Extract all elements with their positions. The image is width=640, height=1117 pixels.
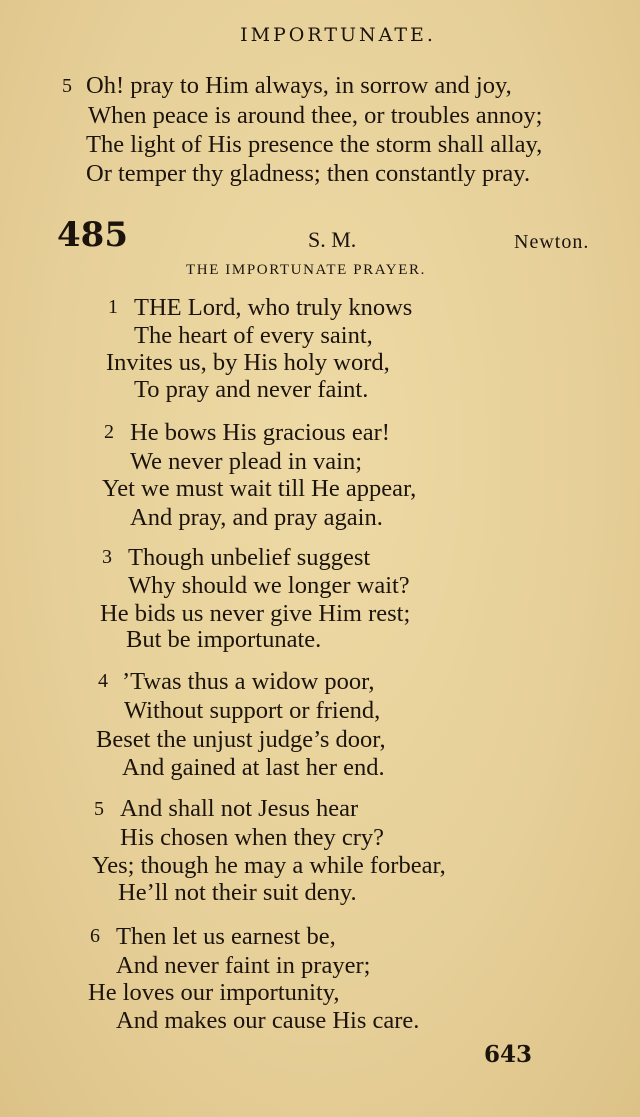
- verse-number: 2: [104, 421, 114, 443]
- verse-line: The heart of every saint,: [134, 322, 373, 349]
- verse-line: And shall not Jesus hear: [120, 795, 359, 822]
- verse-line: Yet we must wait till He appear,: [102, 475, 417, 502]
- verse-number: 5: [94, 798, 104, 820]
- verse-number: 4: [98, 670, 108, 692]
- tune-name: Newton.: [514, 231, 590, 253]
- verse-line: We never plead in vain;: [130, 448, 363, 475]
- hymn-title: THE IMPORTUNATE PRAYER.: [186, 262, 426, 278]
- verse-line: ’Twas thus a widow poor,: [122, 668, 375, 695]
- verse-line: And never faint in prayer;: [116, 952, 371, 979]
- verse-line: Beset the unjust judge’s door,: [96, 726, 386, 753]
- verse-line: But be importunate.: [126, 626, 322, 653]
- verse-line: He bows His gracious ear!: [130, 419, 390, 446]
- verse-line: The light of His presence the storm shall allay,: [86, 131, 543, 158]
- verse-line: He loves our importunity,: [88, 979, 340, 1006]
- verse-line: THE Lord, who truly knows: [134, 294, 413, 321]
- verse-line: When peace is around thee, or troubles annoy;: [88, 102, 543, 129]
- hymn-meter: S. M.: [308, 227, 357, 252]
- verse-line: Then let us earnest be,: [116, 923, 336, 950]
- page-number: 643: [484, 1041, 533, 1068]
- verse-number: 6: [90, 925, 100, 947]
- verse-line: And pray, and pray again.: [130, 504, 383, 531]
- verse-number: 3: [102, 546, 112, 568]
- verse-line: To pray and never faint.: [134, 376, 369, 403]
- verse-line: Yes; though he may a while forbear,: [92, 852, 446, 879]
- verse-line: He’ll not their suit deny.: [118, 879, 357, 906]
- verse-line: And makes our cause His care.: [116, 1007, 420, 1034]
- verse-line: Without support or friend,: [124, 697, 381, 724]
- verse-line: Oh! pray to Him always, in sorrow and joy,: [86, 72, 512, 99]
- verse-line: Or temper thy gladness; then constantly pray.: [86, 160, 531, 187]
- hymn-number: 485: [57, 215, 128, 255]
- verse-line: Though unbelief suggest: [128, 544, 371, 571]
- verse-line: He bids us never give Him rest;: [100, 600, 411, 627]
- verse-line: Why should we longer wait?: [128, 572, 410, 599]
- verse-line: And gained at last her end.: [122, 754, 385, 781]
- verse-number: 1: [108, 296, 118, 318]
- running-head: IMPORTUNATE.: [240, 24, 436, 46]
- verse-line: His chosen when they cry?: [120, 824, 384, 851]
- verse-line: Invites us, by His holy word,: [106, 349, 390, 376]
- verse-number: 5: [62, 75, 72, 97]
